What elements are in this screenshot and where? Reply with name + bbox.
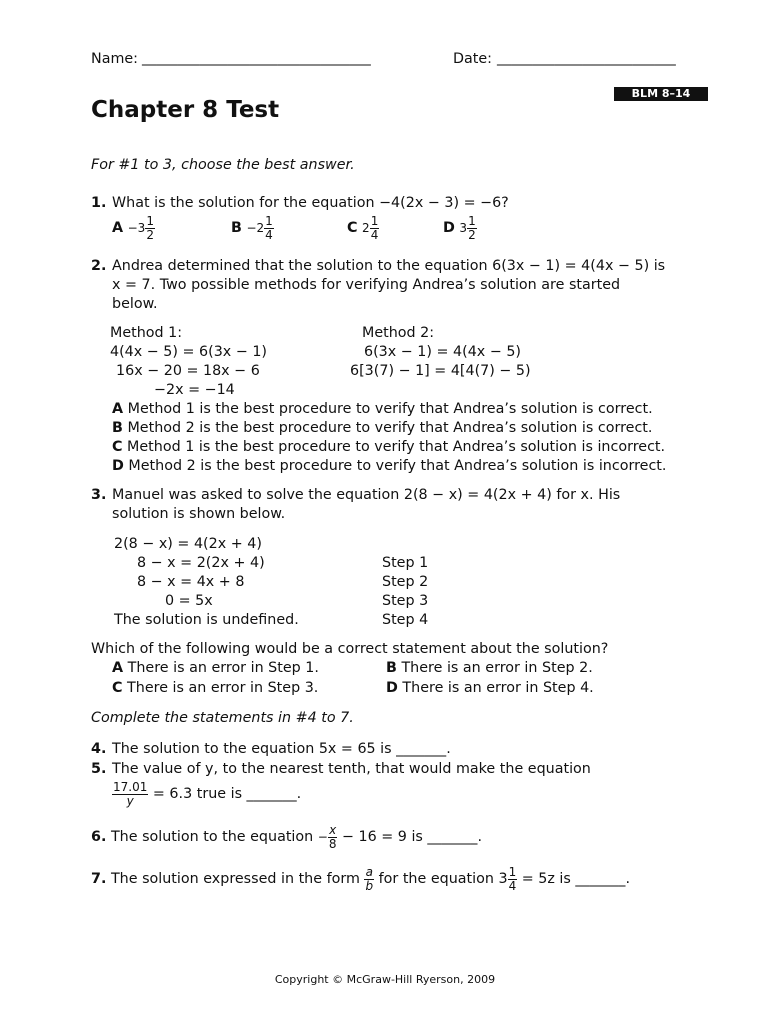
q3-line1: Manuel was asked to solve the equation 2(8 − x) = 4(2x + 4) for x. His [112,487,621,503]
q3-step-label: Step 4 [382,612,429,628]
q1-text: What is the solution for the equation −4(2x − 3) = −6? [112,195,509,211]
q7-mixed-fraction: $\frac{1}{4}$ [508,865,517,893]
date-blank[interactable]: _________________________ [497,50,676,66]
q5-fraction: $\frac{17.01}{y}$ [113,780,148,808]
q2-option-a[interactable]: A Method 1 is the best procedure to verify that Andrea’s solution is correct. [112,401,653,417]
q3-work-line: 8 − x = 2(2x + 4) [137,555,265,571]
q3-option-d[interactable]: D There is an error in Step 4. [386,680,594,696]
q3-option-c[interactable]: C There is an error in Step 3. [112,680,319,696]
option-whole: −3 [127,221,146,236]
option-fraction: $\frac{1}{2}$ [468,214,476,242]
q7-mid: for the equation [378,871,494,888]
q2-option-d[interactable]: D Method 2 is the best procedure to verify that Andrea’s solution is incorrect. [112,458,667,474]
method1-step: 4(4x − 5) = 6(3x − 1) [110,344,268,360]
q1-option-d[interactable] [443,215,477,241]
q6-number: 6. [91,829,107,846]
q3-number: 3. [91,487,107,503]
q4-number: 4. [91,741,107,757]
q2-option-c[interactable]: C Method 1 is the best procedure to verify that Andrea’s solution is incorrect. [112,439,666,455]
q3-line2: solution is shown below. [112,506,286,522]
date-label: Date: [453,51,492,67]
q3-option-a[interactable]: A There is an error in Step 1. [112,660,319,676]
q7-form-fraction: $\frac{a}{b}$ [365,865,374,893]
option-whole: −2 [246,221,265,236]
method2-heading: Method 2: [362,325,435,341]
section1-instruction: For #1 to 3, choose the best answer. [91,157,355,173]
section2-instruction: Complete the statements in #4 to 7. [91,710,354,726]
q6-fraction: $\frac{x}{8}$ [328,823,337,851]
q1-option-c[interactable] [347,215,379,241]
method1-step: 16x − 20 = 18x − 6 [116,363,260,379]
option-fraction: $\frac{1}{4}$ [265,214,273,242]
q2-number: 2. [91,258,107,274]
option-letter: B [231,220,242,237]
q2-line1: Andrea determined that the solution to the equation 6(3x − 1) = 4(4x − 5) is [112,258,666,274]
method2-step: 6[3(7) − 1] = 4[4(7) − 5) [350,363,531,379]
q2-option-b[interactable]: B Method 2 is the best procedure to verify that Andrea’s solution is correct. [112,420,653,436]
footer-copyright: Copyright © McGraw-Hill Ryerson, 2009 [274,973,496,986]
method1-step: −2x = −14 [154,382,235,398]
option-letter: D [443,220,455,237]
q6-row [91,824,482,850]
name-label: Name: [91,51,138,67]
page-title: Chapter 8 Test [91,97,280,123]
q3-work-line: The solution is undefined. [114,612,299,628]
method2-step: 6(3x − 1) = 4(4x − 5) [364,344,522,360]
q7-tail: = 5z is _______. [521,871,630,888]
option-whole: 2 [362,221,370,236]
q4-text: The solution to the equation 5x = 65 is _______. [112,741,451,757]
q1-number: 1. [91,195,107,211]
q3-step-label: Step 2 [382,574,429,590]
method1-heading: Method 1: [110,325,183,341]
q2-line3: below. [112,296,158,312]
q1-option-b[interactable] [231,215,274,241]
option-whole: 3 [459,221,468,236]
q3-step-label: Step 1 [382,555,429,571]
q6-text: The solution to the equation [110,829,314,846]
q5-number: 5. [91,761,107,777]
option-fraction: $\frac{1}{2}$ [146,214,154,242]
q5-equation [112,781,301,807]
q3-work-line: 2(8 − x) = 4(2x + 4) [114,536,262,552]
option-fraction: $\frac{1}{4}$ [370,214,379,242]
q3-option-b[interactable]: B There is an error in Step 2. [386,660,593,676]
q6-sign: − [317,830,328,845]
q7-text: The solution expressed in the form [110,871,360,888]
q3-question: Which of the following would be a correct statement about the solution? [91,641,609,657]
q5-line1: The value of y, to the nearest tenth, that would make the equation [112,761,591,777]
q7-number: 7. [91,871,107,888]
q2-line2: x = 7. Two possible methods for verifying Andrea’s solution are started [112,277,621,293]
q6-tail: − 16 = 9 is _______. [342,829,482,846]
q7-row [91,866,630,892]
q3-work-line: 8 − x = 4x + 8 [137,574,245,590]
q3-work-line: 0 = 5x [165,593,213,609]
q1-option-a[interactable] [112,215,155,241]
name-blank[interactable]: ________________________________ [142,50,371,66]
option-letter: A [112,220,124,237]
option-letter: C [347,220,358,237]
q5-tail: = 6.3 true is _______. [152,786,302,803]
q3-step-label: Step 3 [382,593,429,609]
q7-whole: 3 [498,871,508,888]
blm-badge: BLM 8–14 [614,87,708,101]
